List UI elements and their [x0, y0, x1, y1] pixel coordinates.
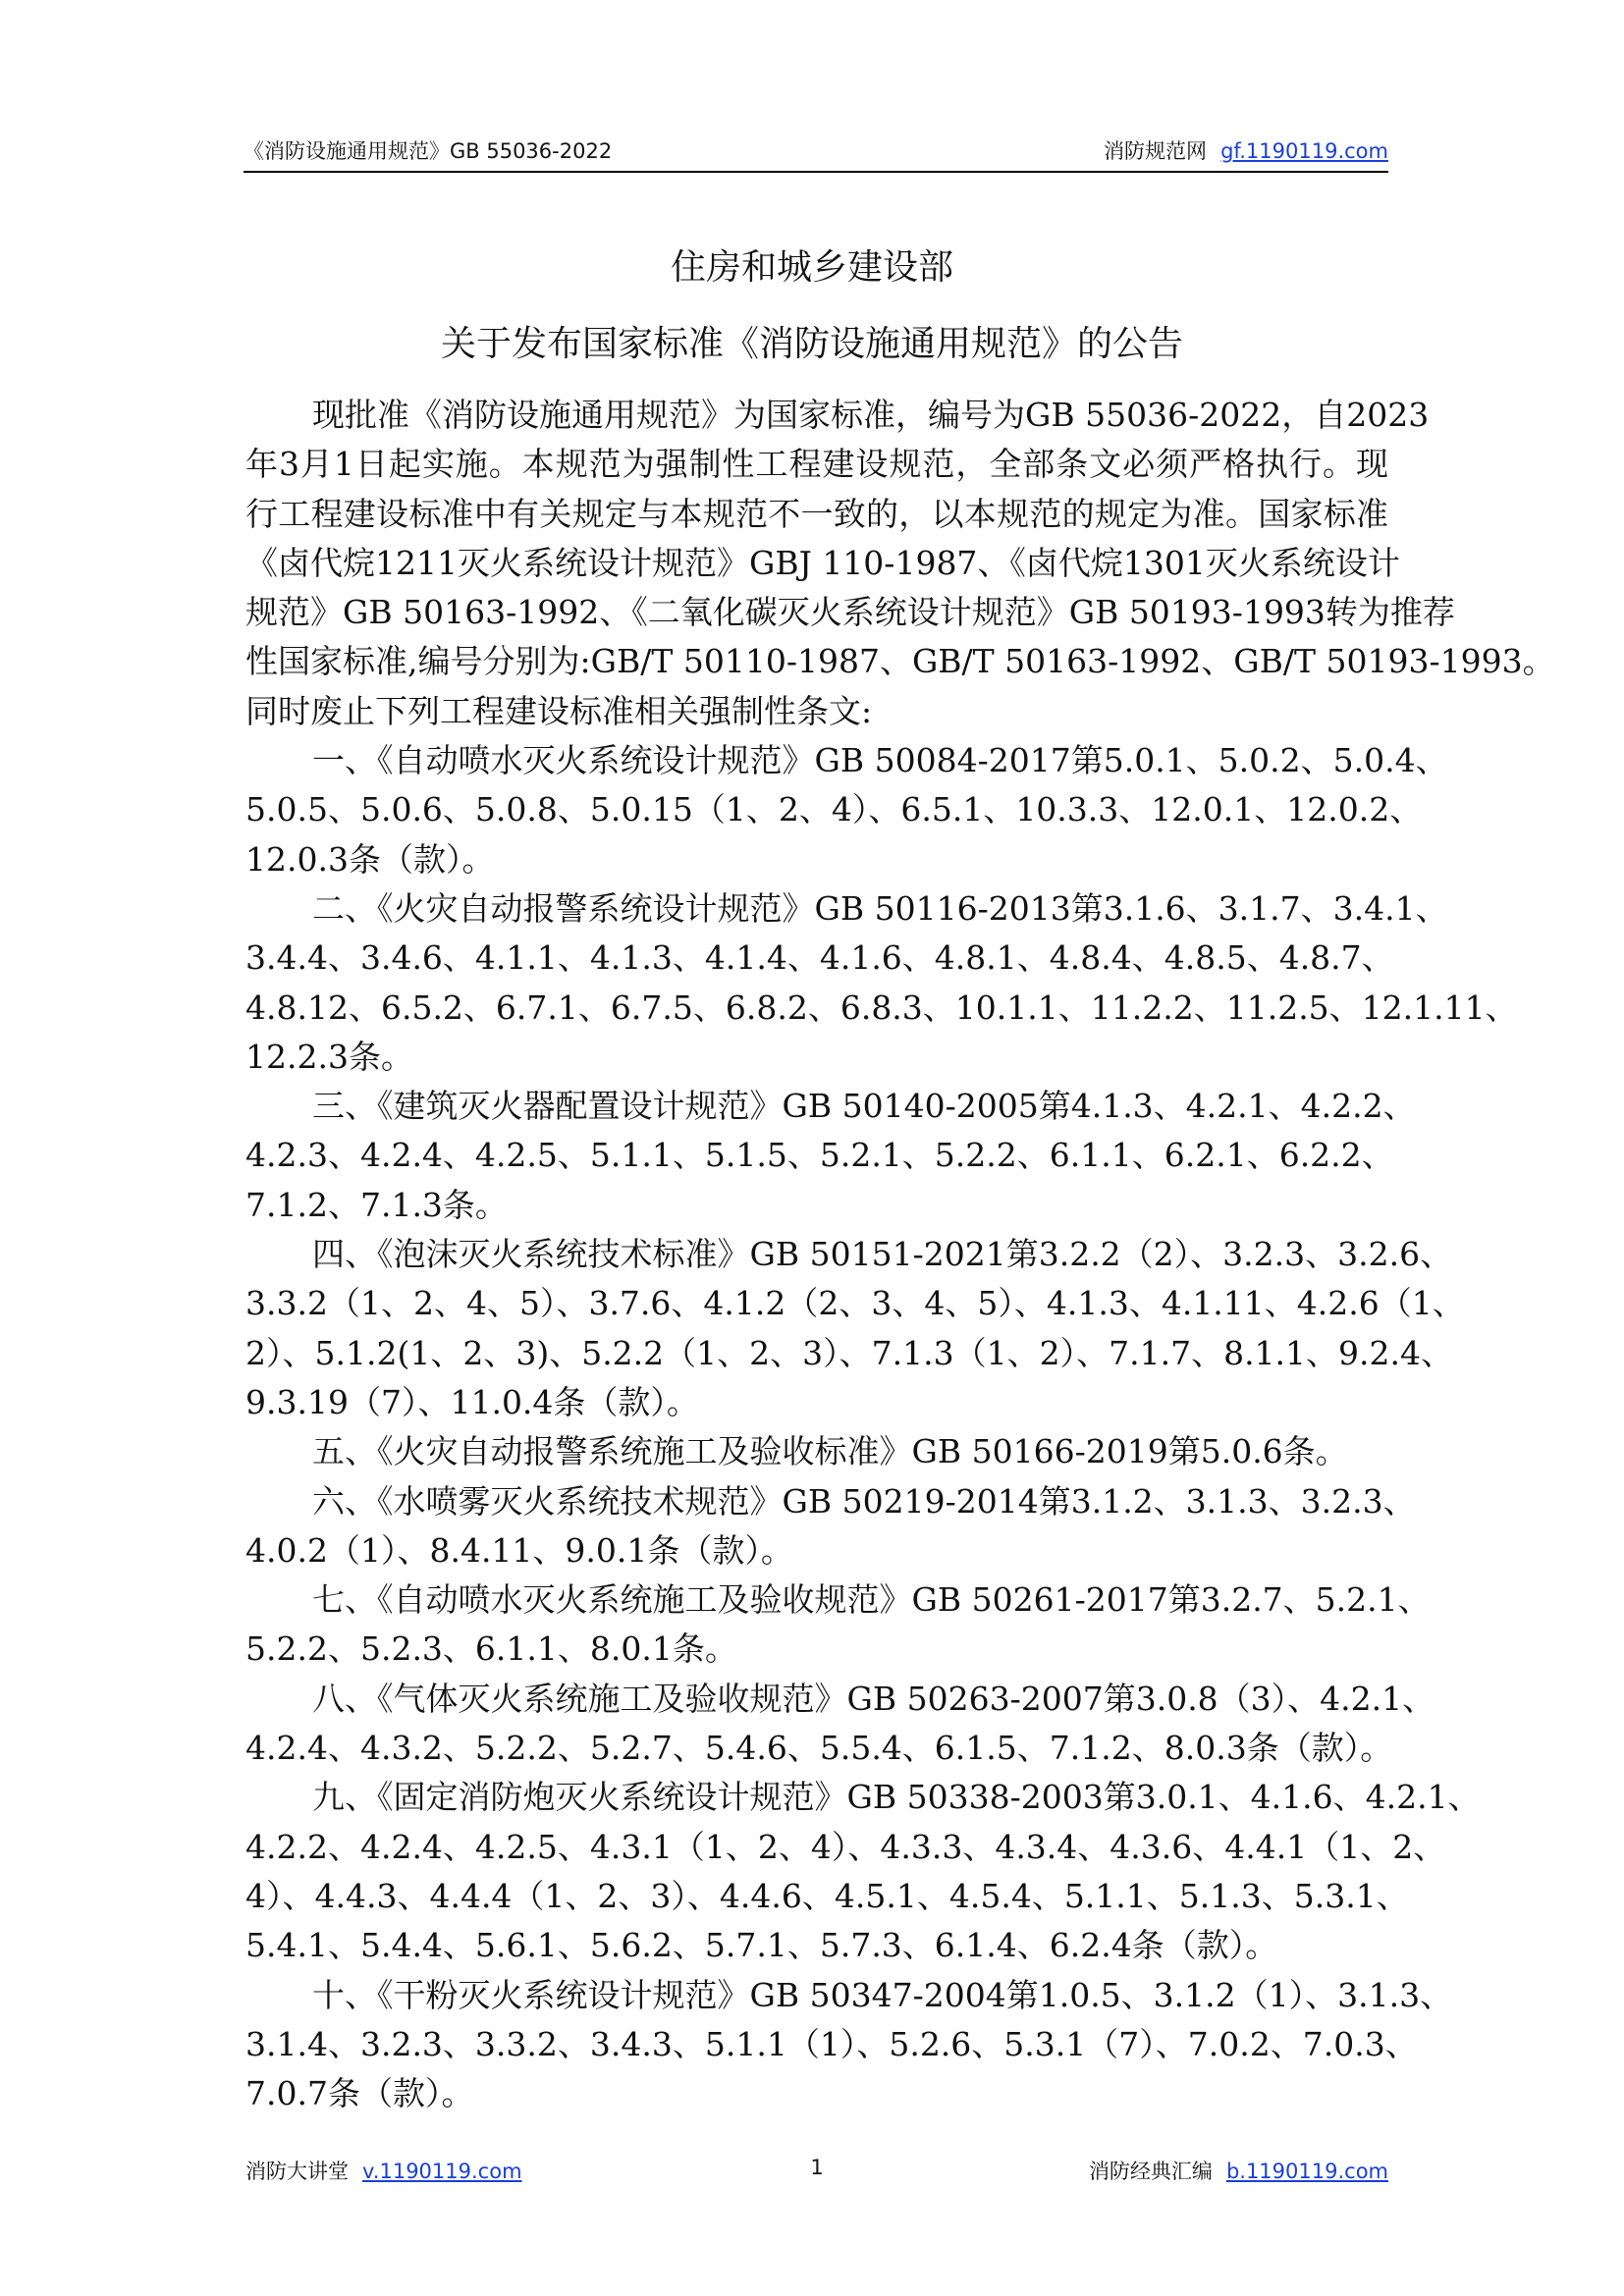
page-header: [244, 135, 1388, 169]
paragraph-line: 八、《气体灭火系统施工及验收规范》GB 50263-2007第3.0.8（3）、4.2.1、: [312, 1679, 1435, 1718]
header-site: [1104, 135, 1388, 165]
paragraph-line: 7.1.2、7.1.3条。: [245, 1185, 508, 1224]
paragraph-line: 规范》GB 50163-1992、《二氧化碳灭火系统设计规范》GB 50193-1993转为推荐: [245, 593, 1455, 632]
paragraph-line: 3.4.4、3.4.6、4.1.1、4.1.3、4.1.4、4.1.6、4.8.1、4.8.4、4.8.5、4.8.7、: [245, 938, 1394, 978]
paragraph-line: 七、《自动喷水灭火系统施工及验收规范》GB 50261-2017第3.2.7、5.2.1、: [312, 1580, 1431, 1620]
paragraph-line: 行工程建设标准中有关规定与本规范不一致的，以本规范的规定为准。国家标准: [245, 494, 1388, 533]
footer-left-link[interactable]: v.1190119.com: [362, 2160, 522, 2183]
header-site-link[interactable]: gf.1190119.com: [1220, 139, 1388, 163]
paragraph-line: 年3月1日起实施。本规范为强制性工程建设规范，全部条文必须严格执行。现: [245, 445, 1388, 484]
paragraph-line: 2）、5.1.2(1、2、3)、5.2.2（1、2、3）、7.1.3（1、2）、7.1.7、8.1.1、9.2.4、: [245, 1333, 1454, 1372]
paragraph-line: 5.0.5、5.0.6、5.0.8、5.0.15（1、2、4）、6.5.1、10.3.3、12.0.1、12.0.2、: [245, 790, 1423, 829]
announcement-body: [245, 391, 1555, 2118]
footer-right: [1089, 2156, 1388, 2185]
issuer-title: 住房和城乡建设部: [670, 247, 953, 288]
paragraph-line: 12.0.3条（款）。: [245, 839, 495, 879]
paragraph-line: 5.2.2、5.2.3、6.1.1、8.0.1条。: [245, 1629, 737, 1669]
paragraph-line: 4.0.2（1）、8.4.11、9.0.1条（款）。: [245, 1530, 793, 1570]
paragraph-line: 4）、4.4.3、4.4.4（1、2、3）、4.4.6、4.5.1、4.5.4、5.1.1、5.1.3、5.3.1、: [245, 1876, 1409, 1915]
paragraph-line: 四、《泡沫灭火系统技术标准》GB 50151-2021第3.2.2（2）、3.2.3、3.2.6、: [312, 1235, 1453, 1274]
footer-right-link[interactable]: b.1190119.com: [1225, 2160, 1388, 2183]
paragraph-line: 《卤代烷1211灭火系统设计规范》GBJ 110-1987、《卤代烷1301灭火系统设计: [245, 543, 1400, 582]
paragraph-line: 性国家标准,编号分别为:GB/T 50110-1987、GB/T 50163-1992、GB/T 50193-1993。: [245, 642, 1555, 681]
announcement-title: 关于发布国家标准《消防设施通用规范》的公告: [440, 324, 1183, 364]
paragraph-line: 4.2.4、4.3.2、5.2.2、5.2.7、5.4.6、5.5.4、6.1.5、7.1.2、8.0.3条（款）。: [245, 1729, 1393, 1768]
paragraph-line: 九、《固定消防炮灭火系统设计规范》GB 50338-2003第3.0.1、4.1.6、4.2.1、: [312, 1778, 1481, 1817]
header-doc-title: 《消防设施通用规范》GB 55036-2022: [244, 139, 613, 163]
paragraph-line: 4.2.2、4.2.4、4.2.5、4.3.1（1、2、4）、4.3.3、4.3.4、4.3.6、4.4.1（1、2、: [245, 1827, 1446, 1866]
paragraph-line: 五、《火灾自动报警系统施工及验收标准》GB 50166-2019第5.0.6条。: [312, 1432, 1348, 1471]
paragraph-line: 5.4.1、5.4.4、5.6.1、5.6.2、5.7.1、5.7.3、6.1.4、6.2.4条（款）。: [245, 1926, 1278, 1965]
paragraph-line: 二、《火灾自动报警系统设计规范》GB 50116-2013第3.1.6、3.1.7、3.4.1、: [312, 888, 1448, 928]
paragraph-line: 4.8.12、6.5.2、6.7.1、6.7.5、6.8.2、6.8.3、10.1.1、11.2.2、11.2.5、12.1.11、: [245, 988, 1518, 1027]
paragraph-line: 9.3.19（7）、11.0.4条（款）。: [245, 1382, 699, 1421]
paragraph-line: 现批准《消防设施通用规范》为国家标准，编号为GB 55036-2022，自2023: [312, 396, 1430, 434]
page-number: 1: [810, 2156, 824, 2179]
paragraph-line: 六、《水喷雾灭火系统技术规范》GB 50219-2014第3.1.2、3.1.3、3.2.3、: [312, 1481, 1416, 1521]
paragraph-line: 十、《干粉灭火系统设计规范》GB 50347-2004第1.0.5、3.1.2（1）、3.1.3、: [312, 1975, 1453, 2014]
header-site-label: 消防规范网: [1104, 139, 1208, 163]
paragraph-line: 3.1.4、3.2.3、3.3.2、3.4.3、5.1.1（1）、5.2.6、5.3.1（7）、7.0.2、7.0.3、: [245, 2024, 1418, 2063]
header-divider: [244, 171, 1388, 173]
paragraph-line: 7.0.7条（款）。: [245, 2074, 474, 2113]
footer-right-label: 消防经典汇编: [1088, 2160, 1213, 2183]
paragraph-line: 三、《建筑灭火器配置设计规范》GB 50140-2005第4.1.3、4.2.1、4.2.2、: [312, 1087, 1416, 1126]
paragraph-line: 4.2.3、4.2.4、4.2.5、5.1.1、5.1.5、5.2.1、5.2.2、6.1.1、6.2.1、6.2.2、: [245, 1136, 1394, 1175]
paragraph-line: 3.3.2（1、2、4、5）、3.7.6、4.1.2（2、3、4、5）、4.1.3、4.1.11、4.2.6（1、: [245, 1284, 1465, 1323]
paragraph-line: 一、《自动喷水灭火系统设计规范》GB 50084-2017第5.0.1、5.0.2、5.0.4、: [312, 741, 1448, 780]
footer-left-label: 消防大讲堂: [245, 2160, 349, 2183]
paragraph-line: 同时废止下列工程建设标准相关强制性条文:: [245, 691, 873, 730]
paragraph-line: 12.2.3条。: [245, 1037, 413, 1076]
